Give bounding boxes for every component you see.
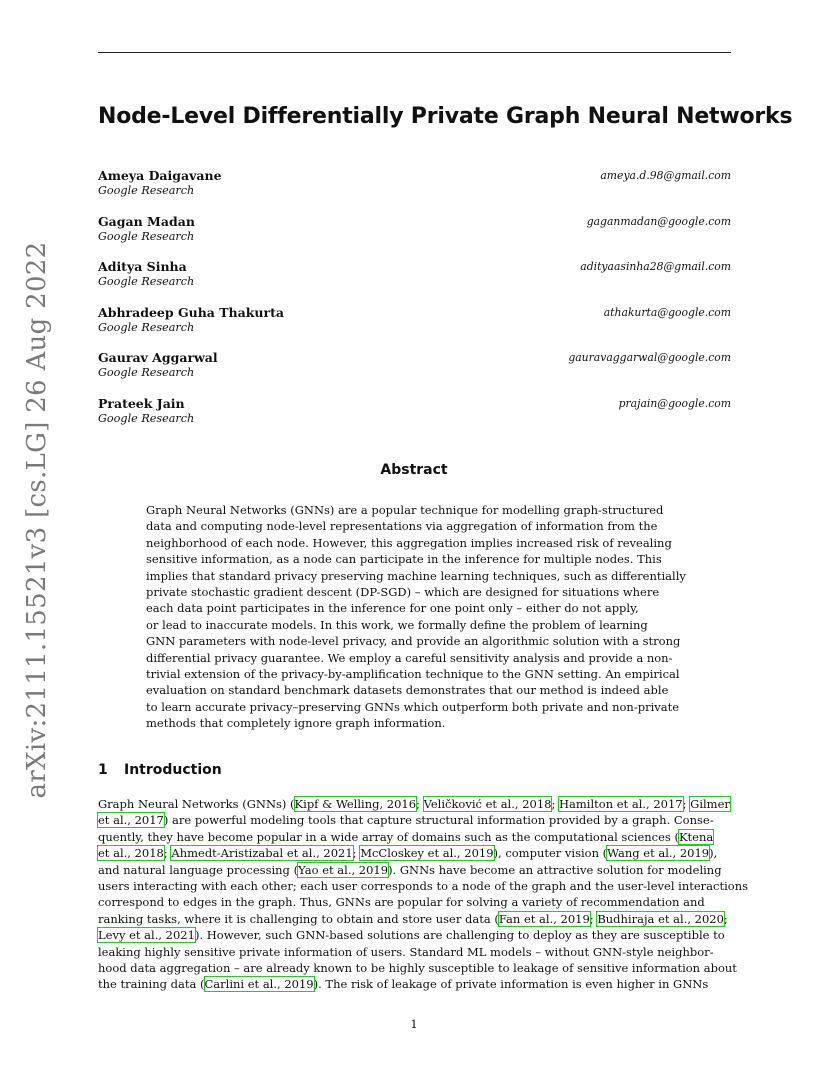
author-email-link[interactable]: athakurta@google.com xyxy=(603,305,731,319)
text-segment: the training data ( xyxy=(98,977,205,992)
abstract-line: differential privacy guarantee. We employ a careful sensitivity analysis and provide a non- xyxy=(146,650,673,665)
arxiv-identifier-stamp: arXiv:2111.15521v3 [cs.LG] 26 Aug 2022 xyxy=(22,241,52,799)
text-segment: hood data aggregation – are already known to be highly susceptible to leakage of sensitive information about xyxy=(98,961,737,976)
introduction-line xyxy=(98,812,731,828)
introduction-line xyxy=(98,829,731,845)
abstract-line: sensitive information, as a node can participate in the inference for multiple nodes. This xyxy=(146,552,662,567)
author-entry xyxy=(98,214,731,248)
author-affiliation: Google Research xyxy=(98,275,195,288)
citation-link[interactable]: Kipf & Welling, 2016 xyxy=(294,797,417,811)
text-segment: and natural language processing ( xyxy=(98,862,299,877)
text-segment: ; xyxy=(163,846,172,861)
author-name: Ameya Daigavane xyxy=(98,168,222,183)
page-number: 1 xyxy=(410,1017,418,1031)
citation-link[interactable]: Wang et al., 2019 xyxy=(607,846,710,861)
text-segment: ), xyxy=(709,846,718,861)
author-email-link[interactable]: gaganmadan@google.com xyxy=(586,214,731,228)
author-entry xyxy=(98,168,731,202)
introduction-line xyxy=(98,894,731,910)
abstract-line: each data point participates in the inference for one point only – either do not apply, xyxy=(146,601,639,616)
text-segment: leaking highly sensitive private information of users. Standard ML models – without GNN-style neighbor- xyxy=(98,944,714,959)
text-segment: ) are powerful modeling tools that capture structural information provided by a graph. Conse- xyxy=(163,813,714,828)
author-affiliation: Google Research xyxy=(98,184,195,197)
introduction-line xyxy=(98,796,731,812)
text-segment: quently, they have become popular in a wide array of domains such as the computational sciences ( xyxy=(98,829,679,844)
paper-title: Node-Level Differentially Private Graph Neural Networks xyxy=(98,104,793,129)
citation-link[interactable]: et al., 2018 xyxy=(98,846,164,861)
text-segment: Graph Neural Networks (GNNs) ( xyxy=(98,797,295,811)
introduction-text xyxy=(98,796,749,993)
author-entry xyxy=(98,350,731,384)
text-segment: ; xyxy=(589,911,598,926)
section-title: Introduction xyxy=(124,762,222,778)
abstract-line: GNN parameters with node-level privacy, and provide an algorithmic solution with a strong xyxy=(146,634,681,649)
author-affiliation: Google Research xyxy=(98,411,195,425)
abstract-text xyxy=(146,502,686,732)
author-entry xyxy=(98,396,731,430)
introduction-line xyxy=(98,862,731,878)
abstract-heading: Abstract xyxy=(380,462,448,478)
citation-link[interactable]: Ahmedt-Aristizabal et al., 2021 xyxy=(171,846,353,861)
introduction-line xyxy=(98,944,731,960)
text-segment: ; xyxy=(682,797,691,811)
author-email-link[interactable]: prajain@google.com xyxy=(618,396,731,410)
citation-link[interactable]: Veličković et al., 2018 xyxy=(423,797,552,811)
text-segment: ; xyxy=(416,797,424,811)
author-entry xyxy=(98,259,731,293)
abstract-line: private stochastic gradient descent (DP-SGD) – which are designed for situations where xyxy=(146,585,660,600)
text-segment: ). However, such GNN-based solutions are challenging to deploy as they are susceptible to xyxy=(194,928,725,943)
author-email-link[interactable]: adityaasinha28@gmail.com xyxy=(580,260,731,273)
abstract-line: evaluation on standard benchmark datasets demonstrates that our method is indeed able xyxy=(146,683,669,698)
text-segment: ), computer vision ( xyxy=(493,846,608,861)
abstract-line: methods that completely ignore graph information. xyxy=(146,716,446,731)
citation-link[interactable]: Hamilton et al., 2017 xyxy=(559,797,683,811)
abstract-line: or lead to inaccurate models. In this work, we formally define the problem of learning xyxy=(146,617,648,632)
citation-link[interactable]: Budhiraja et al., 2020 xyxy=(597,911,724,926)
abstract-line: neighborhood of each node. However, this aggregation implies increased risk of revealing xyxy=(146,535,672,550)
text-segment: ; xyxy=(352,846,361,861)
author-email-link[interactable]: gauravaggarwal@google.com xyxy=(568,351,731,364)
introduction-line xyxy=(98,927,731,943)
author-name: Gagan Madan xyxy=(98,213,195,229)
abstract-line: trivial extension of the privacy-by-amplification technique to the GNN setting. An empirical xyxy=(146,667,680,682)
author-affiliation: Google Research xyxy=(98,229,195,243)
author-affiliation: Google Research xyxy=(98,366,195,379)
section-heading-introduction xyxy=(98,762,222,778)
introduction-line xyxy=(98,911,731,927)
text-segment: ; xyxy=(723,911,728,926)
text-segment: users interacting with each other; each user corresponds to a node of the graph and the user-level interactions xyxy=(98,879,749,894)
text-segment: ). GNNs have become an attractive solution for modeling xyxy=(388,862,722,877)
abstract-line: to learn accurate privacy–preserving GNNs which outperform both private and non-private xyxy=(146,699,680,714)
author-affiliation: Google Research xyxy=(98,320,195,334)
text-segment: ). The risk of leakage of private information is even higher in GNNs xyxy=(313,977,709,992)
text-segment: ; xyxy=(551,797,559,811)
text-segment: correspond to edges in the graph. Thus, GNNs are popular for solving a variety of recommendation and xyxy=(98,895,705,910)
introduction-line xyxy=(98,878,749,894)
author-entry xyxy=(98,305,731,339)
introduction-line xyxy=(98,845,731,861)
author-name: Aditya Sinha xyxy=(98,259,187,274)
text-segment: ranking tasks, where it is challenging to obtain and store user data ( xyxy=(98,911,499,926)
citation-link[interactable]: Carlini et al., 2019 xyxy=(204,977,314,992)
abstract-line: data and computing node-level representations via aggregation of information from the xyxy=(146,519,658,534)
citation-link[interactable]: et al., 2017 xyxy=(98,813,164,828)
abstract-line: Graph Neural Networks (GNNs) are a popular technique for modelling graph-structured xyxy=(146,503,664,517)
citation-link[interactable]: McCloskey et al., 2019 xyxy=(360,846,494,861)
author-name: Prateek Jain xyxy=(98,395,185,411)
introduction-line xyxy=(98,960,737,976)
author-email-link[interactable]: ameya.d.98@gmail.com xyxy=(600,169,731,182)
top-rule xyxy=(98,52,731,53)
citation-link[interactable]: Ktena xyxy=(678,829,714,844)
introduction-line xyxy=(98,976,731,992)
abstract-line: implies that standard privacy preserving machine learning techniques, such as differentially xyxy=(146,568,686,583)
citation-link[interactable]: Gilmer xyxy=(690,797,730,811)
citation-link[interactable]: Levy et al., 2021 xyxy=(98,928,195,943)
section-number: 1 xyxy=(98,762,108,778)
citation-link[interactable]: Yao et al., 2019 xyxy=(298,862,389,877)
author-name: Gaurav Aggarwal xyxy=(98,350,218,365)
citation-link[interactable]: Fan et al., 2019 xyxy=(498,911,590,926)
author-name: Abhradeep Guha Thakurta xyxy=(98,304,284,320)
